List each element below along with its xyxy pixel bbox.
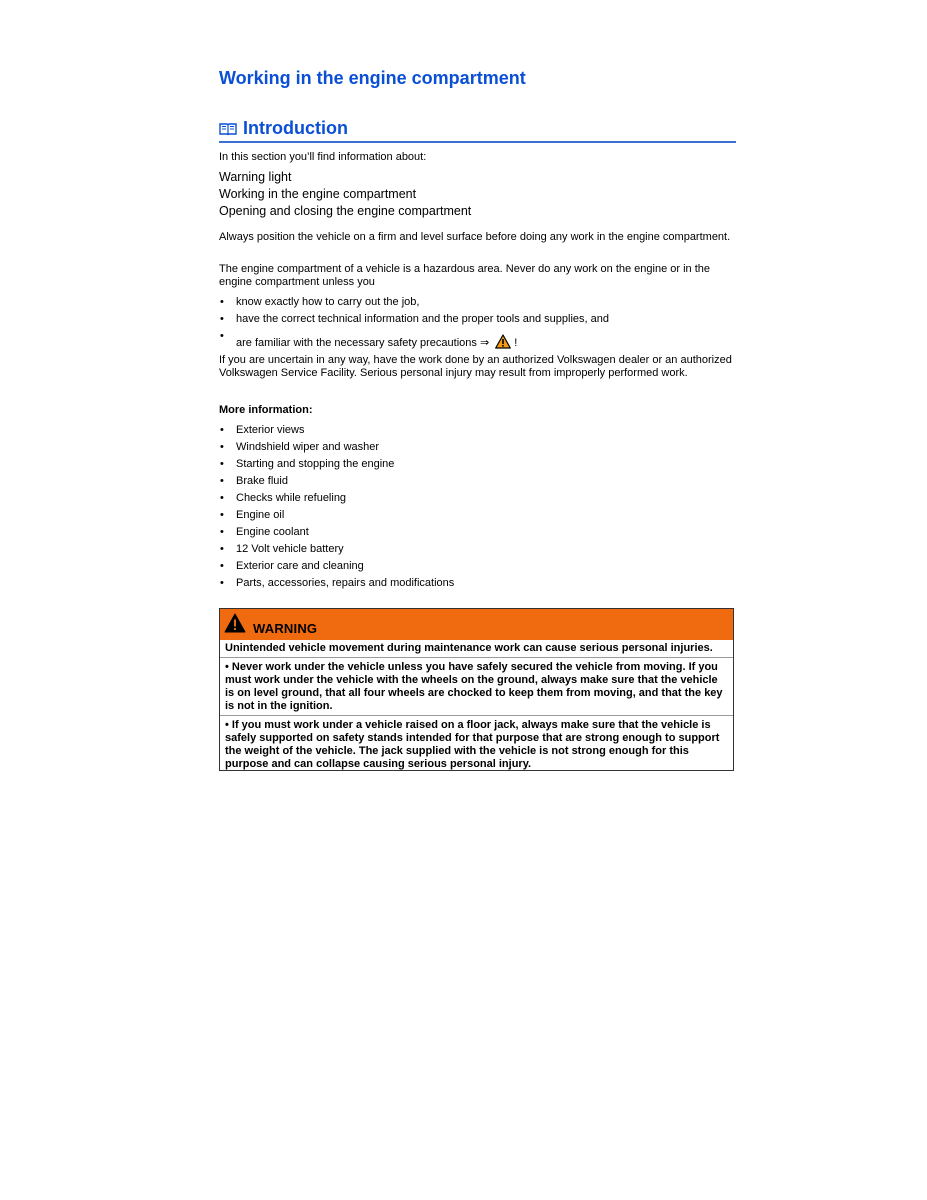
book-icon [219, 122, 237, 136]
topic-list [219, 169, 471, 220]
conditions-list [219, 296, 734, 356]
section-header [219, 117, 736, 143]
safety-precautions-text: are familiar with the necessary safety precautions ⇒ [236, 337, 490, 349]
paragraph-position-vehicle: Always position the vehicle on a firm and level surface before doing any work in the engine compartment. [219, 231, 731, 243]
paragraph-hazardous-area: The engine compartment of a vehicle is a hazardous area. Never do any work on the engine or in the engine compartment unless you [219, 263, 711, 288]
more-info-link-battery[interactable]: • 12 Volt vehicle battery [219, 543, 734, 560]
section-title: Introduction [243, 118, 348, 138]
warning-item: • Never work under the vehicle unless you have safely secured the vehicle from moving. If you must work under the vehicle with the wheels on the ground, always make sure that the vehicle is on level ground, that all four wheels are chocked to keep them from moving, and that the key is not in the ignition. [225, 661, 723, 712]
more-info-link-exterior-views[interactable]: • Exterior views [219, 424, 734, 441]
more-information-list [219, 424, 734, 594]
more-information-heading: More information: [219, 404, 313, 416]
warning-box [219, 608, 734, 771]
warning-triangle-icon[interactable] [495, 334, 511, 349]
more-info-link-windshield-wiper[interactable]: • Windshield wiper and washer [219, 441, 734, 458]
list-item-safety-precautions [219, 330, 734, 356]
topic-link-warning-light[interactable]: Warning light [219, 170, 292, 184]
warning-intro: Unintended vehicle movement during maintenance work can cause serious personal injuries. [225, 642, 713, 654]
paragraph-uncertain: If you are uncertain in any way, have the work done by an authorized Volkswagen dealer or an authorized Volkswagen Service Facility. Serious personal injury may result from improperly performed work. [219, 354, 732, 379]
topic-link-opening-closing[interactable]: Opening and closing the engine compartment [219, 204, 472, 218]
more-info-link-exterior-care[interactable]: • Exterior care and cleaning [219, 560, 734, 577]
divider [220, 715, 733, 716]
warning-header [220, 609, 733, 640]
warning-body [220, 642, 733, 771]
warning-triangle-icon [224, 613, 246, 633]
list-item: • know exactly how to carry out the job, [219, 296, 734, 313]
divider [220, 657, 733, 658]
warning-item: • If you must work under a vehicle raised on a floor jack, always make sure that the vehicle is safely supported on safety stands intended for that purpose that are strong enough to support the weight of the vehicle. The jack supplied with the vehicle is not strong enough for this purpose and can collapse causing serious personal injury. [225, 719, 720, 770]
more-info-link-engine-coolant[interactable]: • Engine coolant [219, 526, 734, 543]
more-info-link-parts-accessories[interactable]: • Parts, accessories, repairs and modifications [219, 577, 734, 594]
topic-link-working-engine-compartment[interactable]: Working in the engine compartment [219, 187, 417, 201]
more-info-link-refueling[interactable]: • Checks while refueling [219, 492, 734, 509]
more-info-link-starting-stopping[interactable]: • Starting and stopping the engine [219, 458, 734, 475]
warning-title: WARNING [253, 621, 318, 636]
chapter-title: Working in the engine compartment [219, 68, 526, 88]
safety-precautions-suffix: ! [511, 337, 518, 349]
more-info-link-brake-fluid[interactable]: • Brake fluid [219, 475, 734, 492]
intro-text: In this section you’ll find information about: [219, 151, 427, 163]
list-item: • have the correct technical information and the proper tools and supplies, and [219, 313, 734, 330]
more-info-link-engine-oil[interactable]: • Engine oil [219, 509, 734, 526]
